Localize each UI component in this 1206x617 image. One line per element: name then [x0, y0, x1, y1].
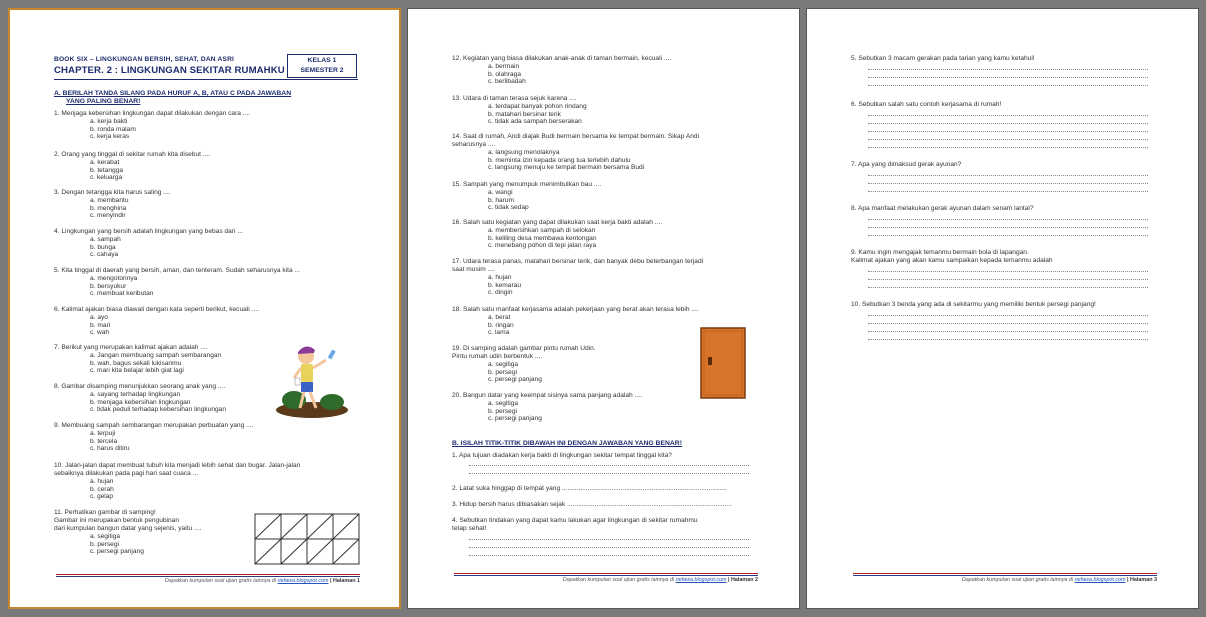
answer-option[interactable]: b. cerah — [90, 485, 114, 493]
answer-option[interactable]: a. ayo — [90, 314, 108, 321]
essay-9-cont: Kalimat ajakan yang akan kamu sampaikan kepada temanmu adalah — [851, 257, 1053, 264]
question-text: 14. Saat di rumah, Andi diajak Budi bermain bersama ke tempat bermain. Sikap Andi — [452, 133, 700, 140]
answer-line — [469, 465, 749, 466]
answer-line — [469, 555, 749, 556]
footer-line-red — [853, 573, 1157, 574]
answer-option[interactable]: c. menyindir — [90, 212, 126, 220]
answer-option[interactable]: b. ringan — [488, 321, 514, 329]
question-text: 9. Membuang sampah sembarangan merupakan perbuatan yang .... — [54, 422, 254, 429]
question-text: 12. Kegiatan yang biasa dilakukan anak-anak di taman bermain, kecuali .... — [452, 55, 672, 62]
essay-1: 1. Apa tujuan diadakan kerja bakti di lingkungan sekitar tempat tinggal kita? — [452, 452, 672, 459]
question-text: 11. Perhatikan gambar di samping! — [54, 509, 156, 516]
answer-option[interactable]: c. tidak ada sampah berserakan — [488, 118, 582, 126]
essay-4: 4. Sebutkan tindakan yang dapat kamu lakukan agar lingkungan di sekitar rumahmu — [452, 517, 698, 524]
answer-option[interactable]: b. harum — [488, 196, 515, 204]
question-text: 18. Salah satu manfaat kerjasama adalah pekerjaan yang berat akan terasa lebih .... — [452, 306, 699, 313]
answer-option[interactable]: a. sampah — [90, 236, 121, 243]
answer-line — [868, 227, 1148, 228]
page-2 — [407, 8, 800, 609]
page-number: | Halaman 3 — [1125, 577, 1157, 583]
question-text: saat musim .... — [452, 266, 495, 273]
answer-option[interactable]: c. tidak sedap — [488, 204, 529, 212]
answer-option[interactable]: b. menghina — [90, 204, 127, 212]
answer-option[interactable]: b. ronda malam — [90, 125, 136, 133]
section-a-title: A. BERILAH TANDA SILANG PADA HURUF A, B, ATAU C PADA JAWABAN — [54, 90, 292, 97]
answer-option[interactable]: a. segitiga — [90, 533, 121, 540]
question-text: 10. Jalan-jalan dapat membuat tubuh kita menjadi lebih sehat dan bugar. Jalan-jalan — [54, 462, 301, 469]
page-number: | Halaman 1 — [328, 578, 360, 584]
footer-link[interactable]: riefawa.blogspot.com — [675, 577, 727, 583]
question-text: 6. Kalimat ajakan biasa diawali dengan kata seperti berikut, kecuali .... — [54, 306, 259, 313]
answer-line — [868, 235, 1148, 236]
footer-link[interactable]: riefawa.blogspot.com — [1074, 577, 1126, 583]
page-number: | Halaman 2 — [726, 577, 758, 583]
answer-line — [868, 147, 1148, 148]
question-text: 13. Udara di taman terasa sejuk karena .... — [452, 95, 577, 102]
answer-option[interactable]: b. tercela — [90, 437, 118, 445]
header-divider — [54, 79, 358, 80]
answer-option[interactable]: b. bunga — [90, 243, 116, 251]
answer-line — [868, 85, 1148, 86]
essay-3: 3. Hidup bersih harus dibiasakan sejak .......................................................................................... — [452, 501, 732, 508]
class-box — [287, 54, 357, 78]
question-text: sebaiknya dilakukan pada pagi hari saat cuaca ... — [54, 470, 199, 477]
essay-5: 5. Sebutkan 3 macam gerakan pada tarian yang kamu ketahui! — [851, 55, 1035, 62]
question-text: Gambar ini merupakan bentuk pengubinan — [54, 517, 179, 524]
footer — [853, 577, 1157, 583]
question-text: 5. Kita tinggal di daerah yang bersih, aman, dan tenteram. Sudah seharusnya kita ... — [54, 267, 300, 274]
answer-option[interactable]: a. sayang terhadap lingkungan — [90, 391, 181, 398]
footer-text: Dapatkan kumpulan soal ujian gratis lainnya di — [961, 577, 1075, 583]
footer-link[interactable]: riefawa.blogspot.com — [277, 578, 329, 584]
answer-option[interactable]: c. berlibadah — [488, 78, 526, 86]
answer-line — [868, 175, 1148, 176]
footer-text: Dapatkan kumpulan soal ujian gratis lainnya di — [164, 578, 278, 584]
answer-line — [868, 331, 1148, 332]
footer-line-red — [56, 574, 360, 575]
answer-option[interactable]: a. segitiga — [488, 400, 519, 407]
answer-option[interactable]: c. langsung menuju ke tempat bermain bersama Budi — [488, 164, 645, 172]
question-text: 4. Lingkungan yang bersih adalah lingkungan yang bebas dari ... — [54, 228, 243, 235]
answer-option[interactable]: c. membuat keributan — [90, 290, 154, 298]
question-text: dari kumpulan bangun datar yang sejenis, yaitu .... — [54, 525, 202, 532]
answer-option[interactable]: a. berat — [488, 314, 511, 321]
answer-option[interactable]: c. dingin — [488, 289, 513, 297]
essay-2: 2. Latat suka hinggap di tempat yang .......................................................................................... — [452, 485, 727, 492]
answer-option[interactable]: c. persegi panjang — [488, 415, 542, 423]
answer-option[interactable]: b. bersyukur — [90, 282, 127, 290]
question-text: 16. Salah satu kegiatan yang dapat dilakukan saat kerja bakti adalah .... — [452, 219, 663, 226]
answer-option[interactable]: c. cahaya — [90, 251, 119, 259]
answer-line — [868, 287, 1148, 288]
answer-line — [868, 339, 1148, 340]
answer-line — [868, 139, 1148, 140]
child-littering-illustration — [272, 342, 352, 422]
tile-pattern-illustration — [254, 513, 360, 565]
question-text: 7. Berikut yang merupakan kalimat ajakan adalah .... — [54, 344, 208, 351]
question-text: 15. Sampah yang menumpuk menimbulkan bau .... — [452, 181, 602, 188]
answer-option[interactable]: a. terpuji — [90, 430, 116, 437]
answer-option[interactable]: b. menjaga kebersihan lingkungan — [90, 398, 191, 406]
question-text: 1. Menjaga kebersihan lingkungan dapat dilakukan dengan cara .... — [54, 110, 251, 117]
answer-line — [469, 473, 749, 474]
answer-option[interactable]: b. keliling desa membawa kentongan — [488, 234, 597, 242]
essay-8: 8. Apa manfaat melakukan gerak ayunan dalam senam lantai? — [851, 205, 1034, 212]
essay-4-cont: tetap sehat! — [452, 525, 487, 532]
answer-option[interactable]: b. persegi — [488, 407, 517, 415]
semester-label: SEMESTER 2 — [300, 67, 344, 74]
answer-line — [868, 219, 1148, 220]
question-text: Pintu rumah udin berbentuk .... — [452, 353, 543, 360]
footer-line-red — [454, 573, 758, 574]
footer-line-blue — [454, 575, 758, 576]
footer-line-blue — [56, 576, 360, 577]
class-label: KELAS 1 — [307, 57, 337, 64]
answer-option[interactable]: a. wangi — [488, 189, 513, 196]
answer-option[interactable]: c. persegi panjang — [488, 376, 542, 384]
answer-line — [868, 315, 1148, 316]
answer-option[interactable]: a. kerja bakti — [90, 118, 128, 125]
chapter-title: CHAPTER. 2 : LINGKUNGAN SEKITAR RUMAHKU — [54, 65, 285, 76]
book-title: BOOK SIX – LINGKUNGAN BERSIH, SEHAT, DAN ASRI — [54, 56, 235, 63]
answer-option[interactable]: a. hujan — [90, 478, 114, 485]
answer-option[interactable]: b. persegi — [90, 540, 119, 548]
footer — [454, 577, 758, 583]
answer-option[interactable]: c. persegi panjang — [90, 548, 144, 556]
page-1 — [8, 8, 401, 609]
answer-option[interactable]: a. membersihkan sampah di selokan — [488, 227, 596, 234]
answer-option[interactable]: c. keluarga — [90, 174, 123, 182]
answer-option[interactable]: b. persegi — [488, 368, 517, 376]
answer-line — [868, 115, 1148, 116]
question-text: 17. Udara terasa panas, matahari bersinar terik, dan banyak debu beterbangan terjadi — [452, 258, 704, 265]
question-text: 3. Dengan tetangga kita harus saling .... — [54, 189, 171, 196]
page-3 — [806, 8, 1199, 609]
answer-option[interactable]: c. gelap — [90, 493, 114, 501]
answer-line — [469, 547, 749, 548]
footer-text: Dapatkan kumpulan soal ujian gratis lainnya di — [562, 577, 676, 583]
answer-line — [868, 191, 1148, 192]
essay-6: 6. Sebutkan salah satu contoh kerjasama di rumah! — [851, 101, 1002, 108]
footer-line-blue — [853, 575, 1157, 576]
question-text: 8. Gambar disamping menunjukkan seorang anak yang .... — [54, 383, 226, 390]
answer-option[interactable]: b. matahari bersinar terik — [488, 110, 561, 118]
answer-line — [868, 323, 1148, 324]
answer-option[interactable]: c. lama — [488, 329, 510, 337]
question-text: seharusnya .... — [452, 141, 496, 148]
answer-option[interactable]: a. langsung menolaknya — [488, 149, 560, 156]
answer-option[interactable]: b. meminta izin kepada orang tua terlebih dahulu — [488, 156, 631, 164]
answer-line — [868, 183, 1148, 184]
answer-line — [868, 271, 1148, 272]
question-text: 2. Orang yang tinggal di sekitar rumah kita disebut .... — [54, 151, 211, 158]
answer-line — [868, 131, 1148, 132]
essay-9: 9. Kamu ingin mengajak temanmu bermain bola di lapangan. — [851, 249, 1029, 256]
answer-option[interactable]: a. mengotorinya — [90, 275, 138, 282]
question-text: 19. Di samping adalah gambar pintu rumah Udin. — [452, 345, 596, 352]
answer-option[interactable]: a. kerabat — [90, 159, 120, 166]
answer-option[interactable]: a. bermain — [488, 63, 520, 70]
answer-line — [868, 123, 1148, 124]
answer-option[interactable]: b. mari — [90, 321, 111, 329]
section-b-title: B. ISILAH TITIK-TITIK DIBAWAH INI DENGAN JAWABAN YANG BENAR! — [452, 440, 682, 447]
essay-7: 7. Apa yang dimaksud gerak ayunan? — [851, 161, 962, 168]
answer-option[interactable]: a. Jangan membuang sampah sembarangan — [90, 352, 222, 359]
answer-line — [868, 77, 1148, 78]
answer-option[interactable]: a. terdapat banyak pohon rindang — [488, 103, 587, 110]
essay-10: 10. Sebutkan 3 benda yang ada di sekitarmu yang memiliki bentuk persegi panjang! — [851, 301, 1096, 308]
answer-line — [469, 539, 749, 540]
answer-option[interactable]: b. kemarau — [488, 281, 521, 289]
answer-option[interactable]: c. kerja keras — [90, 133, 130, 141]
answer-option[interactable]: a. membantu — [90, 197, 129, 204]
section-a-title-cont: YANG PALING BENAR! — [66, 98, 141, 105]
door-illustration — [700, 327, 746, 399]
answer-option[interactable]: c. mari kita belajar lebih giat lagi — [90, 367, 184, 375]
footer — [56, 578, 360, 584]
answer-option[interactable]: b. olahraga — [488, 70, 521, 78]
answer-option[interactable]: b. wah, bagus sekali lukisanmu — [90, 359, 182, 367]
answer-option[interactable]: a. segitiga — [488, 361, 519, 368]
answer-option[interactable]: c. harus ditiru — [90, 445, 130, 453]
question-text: 20. Bangun datar yang keempat sisinya sama panjang adalah .... — [452, 392, 642, 399]
answer-option[interactable]: c. menebang pohon di tepi jalan raya — [488, 242, 597, 250]
answer-option[interactable]: a. hujan — [488, 274, 512, 281]
answer-option[interactable]: b. tetangga — [90, 166, 123, 174]
answer-line — [868, 69, 1148, 70]
answer-line — [868, 279, 1148, 280]
answer-option[interactable]: c. wah — [90, 329, 110, 337]
answer-option[interactable]: c. tidak peduli terhadap kebersihan lingkungan — [90, 406, 226, 414]
